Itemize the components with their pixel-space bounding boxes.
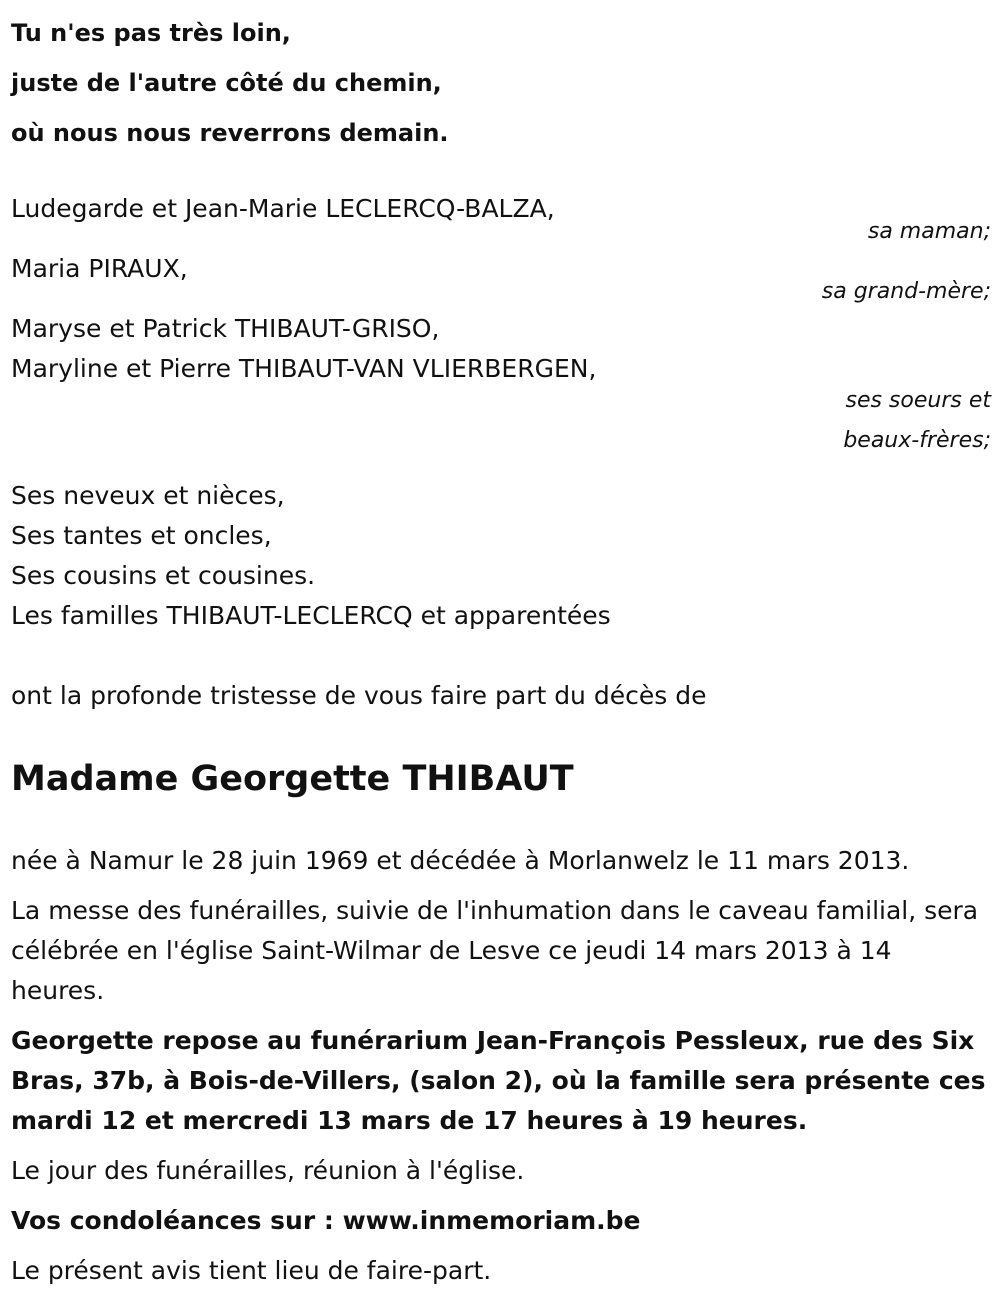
funerarium-info: Georgette repose au funérarium Jean-François Pessleux, rue des Six Bras, 37b, à Bois-de-Villers, (salon 2), où la famille sera présente ces mardi 12 et mercredi 13 mars de 17 heures à 19 heures.	[11, 1026, 986, 1135]
family-list	[11, 189, 991, 461]
condolences-link: Vos condoléances sur : www.inmemoriam.be	[11, 1206, 641, 1235]
obituary-notice	[11, 0, 991, 1301]
gathering-info: Le jour des funérailles, réunion à l'église.	[11, 1156, 525, 1185]
poem	[11, 8, 991, 158]
extended-family-line: Ses cousins et cousines.	[11, 561, 316, 590]
family-group-mother	[11, 189, 991, 252]
notice-text: Le présent avis tient lieu de faire-part.	[11, 1256, 492, 1285]
family-group-siblings	[11, 309, 991, 461]
poem-line: Tu n'es pas très loin,	[11, 19, 291, 47]
deceased-name: Madame Georgette THIBAUT	[11, 759, 574, 799]
relation-line: ses soeurs et	[845, 388, 991, 413]
family-group-grandmother	[11, 249, 991, 312]
poem-line: juste de l'autre côté du chemin,	[11, 69, 442, 97]
family-names: Maryse et Patrick THIBAUT-GRISO,	[11, 314, 440, 343]
relation-label	[11, 381, 991, 461]
extended-family-line: Les familles THIBAUT-LECLERCQ et apparentées	[11, 601, 611, 630]
extended-family	[11, 476, 991, 636]
funeral-info: La messe des funérailles, suivie de l'inhumation dans le caveau familial, sera célébrée en l'église Saint-Wilmar de Lesve ce jeudi 14 mars 2013 à 14 heures.	[11, 896, 979, 1005]
extended-family-line: Ses neveux et nièces,	[11, 481, 285, 510]
family-names: Ludegarde et Jean-Marie LECLERCQ-BALZA,	[11, 194, 555, 223]
relation-line: sa maman;	[867, 219, 991, 244]
extended-family-line: Ses tantes et oncles,	[11, 521, 272, 550]
family-names: Maria PIRAUX,	[11, 254, 188, 283]
relation-line: sa grand-mère;	[821, 279, 991, 304]
poem-line: où nous nous reverrons demain.	[11, 119, 449, 147]
family-names: Maryline et Pierre THIBAUT-VAN VLIERBERGEN,	[11, 354, 597, 383]
obituary-details	[11, 841, 991, 1291]
birth-death-dates: née à Namur le 28 juin 1969 et décédée à Morlanwelz le 11 mars 2013.	[11, 846, 910, 875]
announcement: ont la profonde tristesse de vous faire part du décès de	[11, 681, 707, 710]
relation-line: beaux-frères;	[843, 428, 991, 453]
